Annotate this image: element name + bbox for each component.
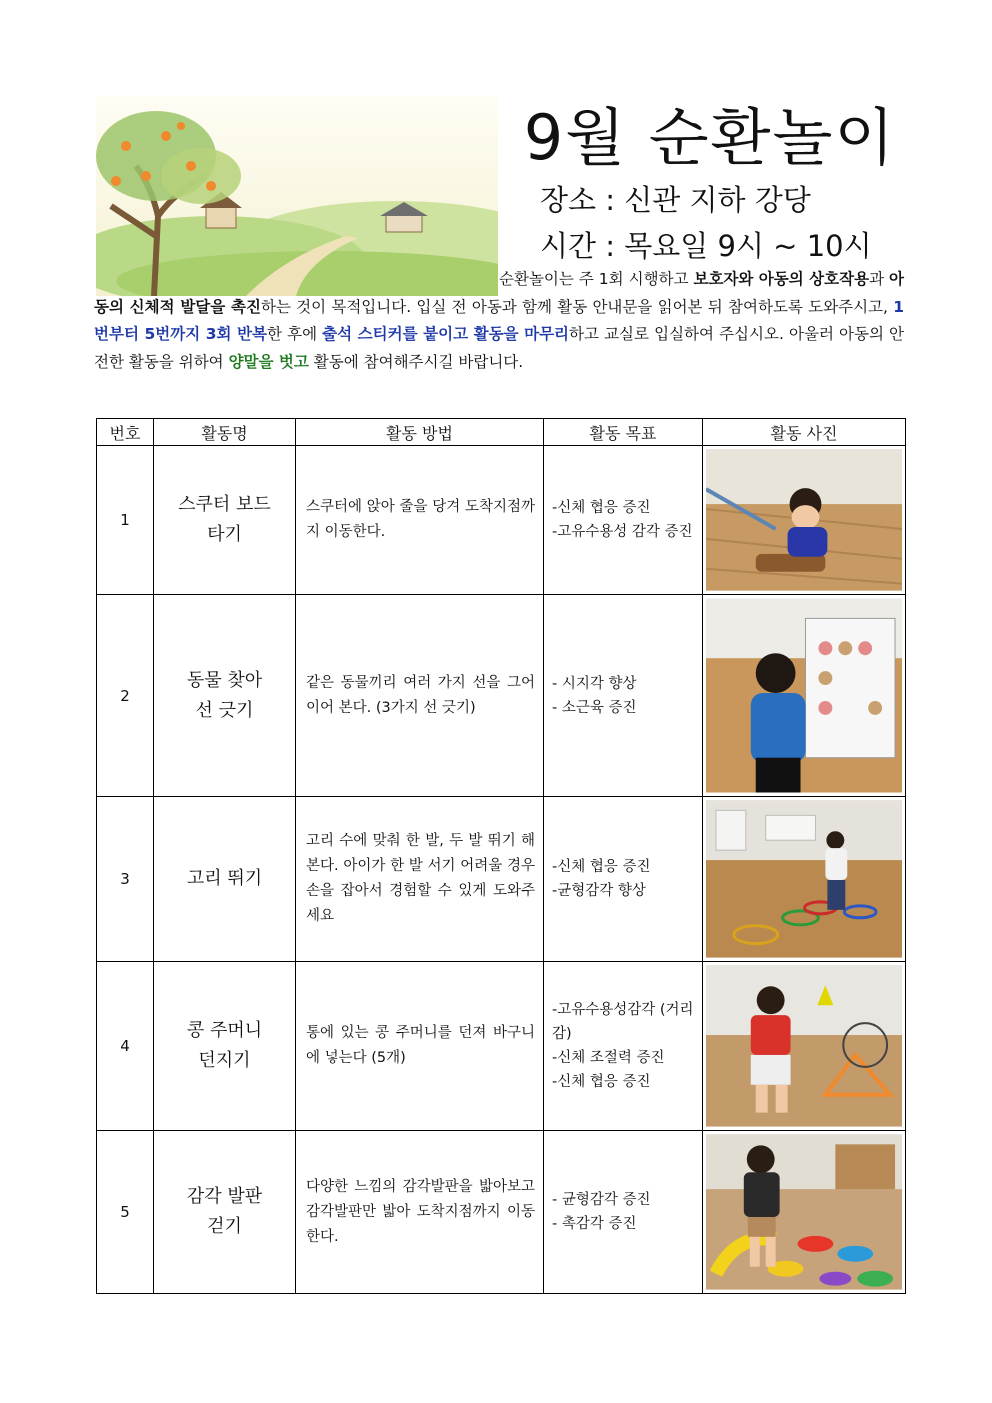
beanbag-toss-photo [706, 965, 902, 1127]
activity-name-line2: 던지기 [198, 1050, 251, 1071]
header-activity-name: 활동명 [154, 419, 296, 446]
activity-name [154, 446, 296, 595]
sensory-step-walk-photo [706, 1134, 902, 1290]
row-number: 2 [97, 595, 154, 797]
activity-goal [544, 797, 703, 962]
intro-text-2: 과 [869, 270, 890, 288]
intro-text-3: 하는 것이 목적입니다. 입실 전 아동과 함께 활동 안내문을 읽어본 뒤 참여하도록 도와주시고, [260, 297, 894, 316]
activity-photo-cell [703, 446, 906, 595]
time-text: 시간 : 목요일 9시 ~ 10시 [540, 229, 872, 263]
activity-method: 고리 수에 맞춰 한 발, 두 발 뛰기 해본다. 아이가 한 발 서기 어려울 경우 손을 잡아서 경험할 수 있게 도와주세요 [296, 797, 544, 962]
activity-name [154, 1131, 296, 1294]
activity-name [154, 595, 296, 797]
activity-goal [544, 446, 703, 595]
activity-table [96, 418, 906, 1294]
activity-name [154, 797, 296, 962]
goal-item: -고유수용성감각 (거리감) [552, 1002, 694, 1042]
intro-highlight-sticker: 출석 스티커를 붙이고 활동을 마무리 [322, 325, 570, 343]
goal-item: -고유수용성 감각 증진 [552, 524, 693, 540]
goal-item: - 균형감각 증진 [552, 1192, 651, 1208]
activity-goal [544, 962, 703, 1131]
table-row [97, 446, 906, 595]
activity-method: 다양한 느낌의 감각발판을 밟아보고 감각발판만 밟아 도착지점까지 이동한다. [296, 1131, 544, 1294]
intro-text-6: 활동에 참여해주시길 바랍니다. [308, 352, 524, 371]
header-goal: 활동 목표 [544, 419, 703, 446]
intro-emphasis-1: 보호자와 아동의 상호작용 [693, 270, 870, 288]
goal-item: - 소근육 증진 [552, 699, 637, 716]
scooter-board-photo [706, 449, 902, 591]
activity-name-line1: 고리 뛰기 [186, 868, 263, 889]
table-row [97, 1131, 906, 1294]
intro-highlight-socks: 양말을 벗고 [228, 352, 309, 371]
table-row [97, 797, 906, 962]
activity-name-line2: 선 긋기 [195, 699, 254, 721]
intro-text-1: 순환놀이는 주 1회 시행하고 [499, 270, 694, 288]
activity-name [154, 962, 296, 1131]
goal-item: -신체 조절력 증진 [552, 1050, 665, 1066]
activity-goal [544, 1131, 703, 1294]
intro-highlight-repeat: 1번부터 5번까지 3회 반복 [94, 297, 904, 343]
activity-name-line2: 걷기 [207, 1216, 242, 1237]
intro-emphasis-2: 아동의 신체적 발달을 촉진 [94, 270, 904, 316]
location-text: 장소 : 신관 지하 강당 [540, 183, 811, 217]
activity-photo-cell [703, 962, 906, 1131]
intro-text-4: 한 후에 [267, 325, 323, 343]
activity-photo-cell [703, 595, 906, 797]
goal-item: - 시지각 향상 [552, 675, 637, 692]
header-method: 활동 방법 [296, 419, 544, 446]
intro-paragraph [94, 266, 904, 376]
ring-jump-photo [706, 800, 902, 958]
page-title: 9월 순환놀이 [523, 101, 897, 174]
activity-photo-cell [703, 797, 906, 962]
goal-item: -신체 협응 증진 [552, 500, 651, 516]
activity-method: 스쿠터에 앉아 줄을 당겨 도착지점까지 이동한다. [296, 446, 544, 595]
activity-name-line1: 콩 주머니 [186, 1020, 263, 1041]
activity-name-line2: 타기 [207, 524, 242, 545]
intro-text-5: 하고 교실로 입실하여 주십시오. 아울러 아동의 안전한 활동을 위하여 [94, 325, 905, 371]
table-header-row [97, 419, 906, 446]
header-number: 번호 [97, 419, 154, 446]
goal-item: - 촉감각 증진 [552, 1216, 637, 1232]
goal-item: -신체 협응 증진 [552, 859, 651, 875]
row-number: 4 [97, 962, 154, 1131]
activity-name-line1: 동물 찾아 [186, 669, 263, 691]
activity-photo-cell [703, 1131, 906, 1294]
activity-method: 통에 있는 콩 주머니를 던져 바구니에 넣는다 (5개) [296, 962, 544, 1131]
activity-name-line1: 스쿠터 보드 [178, 494, 271, 515]
goal-item: -신체 협응 증진 [552, 1074, 651, 1090]
row-number: 3 [97, 797, 154, 962]
goal-item: -균형감각 향상 [552, 883, 646, 899]
row-number: 1 [97, 446, 154, 595]
header-photo: 활동 사진 [703, 419, 906, 446]
row-number: 5 [97, 1131, 154, 1294]
activity-name-line1: 감각 발판 [186, 1186, 263, 1207]
animal-line-drawing-photo [706, 598, 902, 793]
table-row [97, 595, 906, 797]
table-row [97, 962, 906, 1131]
activity-goal [544, 595, 703, 797]
activity-method: 같은 동물끼리 여러 가지 선을 그어 이어 본다. (3가지 선 긋기) [296, 595, 544, 797]
